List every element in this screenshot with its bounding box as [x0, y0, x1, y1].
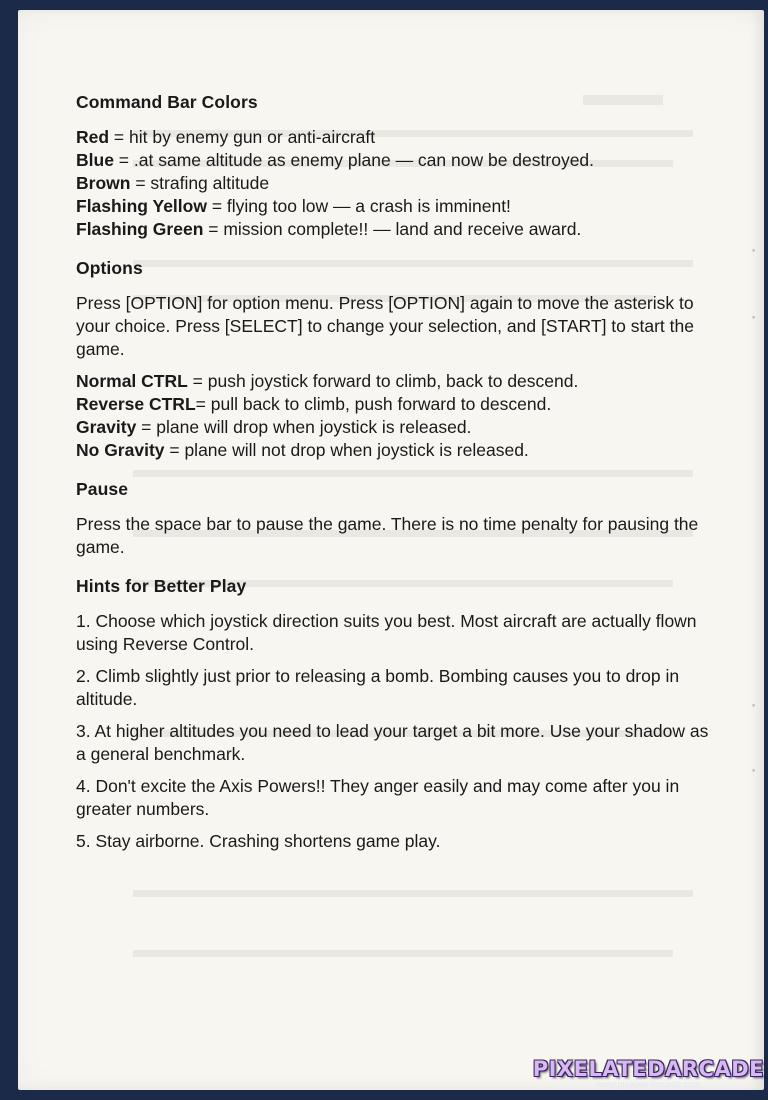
term: Normal CTRL	[76, 371, 188, 391]
hint-item: 2. Climb slightly just prior to releasing a bomb. Bombing causes you to drop in altitude.	[76, 666, 680, 709]
watermark	[533, 1057, 764, 1089]
equals: =	[113, 150, 134, 170]
list-item	[76, 416, 716, 439]
equals: =	[136, 417, 157, 437]
manual-content	[76, 92, 716, 870]
staple-mark-icon: ◦	[752, 700, 756, 710]
hint-item: 4. Don't excite the Axis Powers!! They anger easily and may come after you in greater numbers.	[76, 776, 680, 819]
term: Flashing Yellow	[76, 196, 207, 216]
options-intro: Press [OPTION] for option menu. Press [OPTION] again to move the asterisk to your choice. Press [SELECT] to change your selection, and [START] to start the game.	[76, 293, 694, 359]
equals: =	[206, 196, 227, 216]
description: flying too low — a crash is imminent!	[226, 196, 511, 216]
list-item	[76, 218, 716, 241]
description: strafing altitude	[150, 173, 270, 193]
heading-options: Options	[76, 258, 143, 278]
term: Blue	[76, 150, 114, 170]
term: Flashing Green	[76, 219, 204, 239]
equals: =	[203, 219, 224, 239]
hint-item: 3. At higher altitudes you need to lead your target a bit more. Use your shadow as a general benchmark.	[76, 721, 709, 764]
equals: =	[187, 371, 208, 391]
description: plane will not drop when joystick is released.	[184, 440, 529, 460]
hint-item: 5. Stay airborne. Crashing shortens game play.	[76, 831, 441, 851]
section-pause	[76, 479, 716, 559]
options-list	[76, 370, 716, 462]
section-hints	[76, 576, 716, 853]
heading-hints: Hints for Better Play	[76, 576, 247, 596]
term: Red	[76, 127, 110, 147]
color-list	[76, 126, 716, 241]
description: hit by enemy gun or anti-aircraft	[129, 127, 376, 147]
equals: =	[130, 173, 151, 193]
equals: =	[164, 440, 185, 460]
description: push joystick forward to climb, back to descend.	[207, 371, 579, 391]
term: Gravity	[76, 417, 137, 437]
manual-page	[18, 10, 764, 1090]
list-item	[76, 393, 716, 416]
watermark-name: PIXELATEDARCADE	[532, 1057, 764, 1081]
term: No Gravity	[76, 440, 165, 460]
equals: =	[109, 127, 130, 147]
list-item	[76, 195, 716, 218]
staple-mark-icon: ◦	[752, 765, 756, 775]
list-item	[76, 126, 716, 149]
hint-item: 1. Choose which joystick direction suits you best. Most aircraft are actually flown using Reverse Control.	[76, 611, 697, 654]
list-item	[76, 172, 716, 195]
term: Brown	[76, 173, 131, 193]
staple-mark-icon: ◦	[752, 245, 756, 255]
watermark-url: www.pixelatedarcade.com	[596, 1079, 701, 1089]
section-options	[76, 258, 716, 462]
equals: =	[195, 394, 211, 414]
term: Reverse CTRL	[76, 394, 196, 414]
list-item	[76, 439, 716, 462]
heading-pause: Pause	[76, 479, 129, 499]
description: mission complete!! — land and receive award.	[223, 219, 582, 239]
description: pull back to climb, push forward to descend.	[210, 394, 552, 414]
description: .at same altitude as enemy plane — can now be destroyed.	[133, 150, 595, 170]
pause-text: Press the space bar to pause the game. There is no time penalty for pausing the game.	[76, 514, 699, 557]
section-command-bar-colors	[76, 92, 716, 241]
staple-mark-icon: ◦	[752, 312, 756, 322]
description: plane will drop when joystick is released.	[156, 417, 472, 437]
list-item	[76, 149, 716, 172]
list-item	[76, 370, 716, 393]
heading-command-bar-colors: Command Bar Colors	[76, 92, 258, 112]
